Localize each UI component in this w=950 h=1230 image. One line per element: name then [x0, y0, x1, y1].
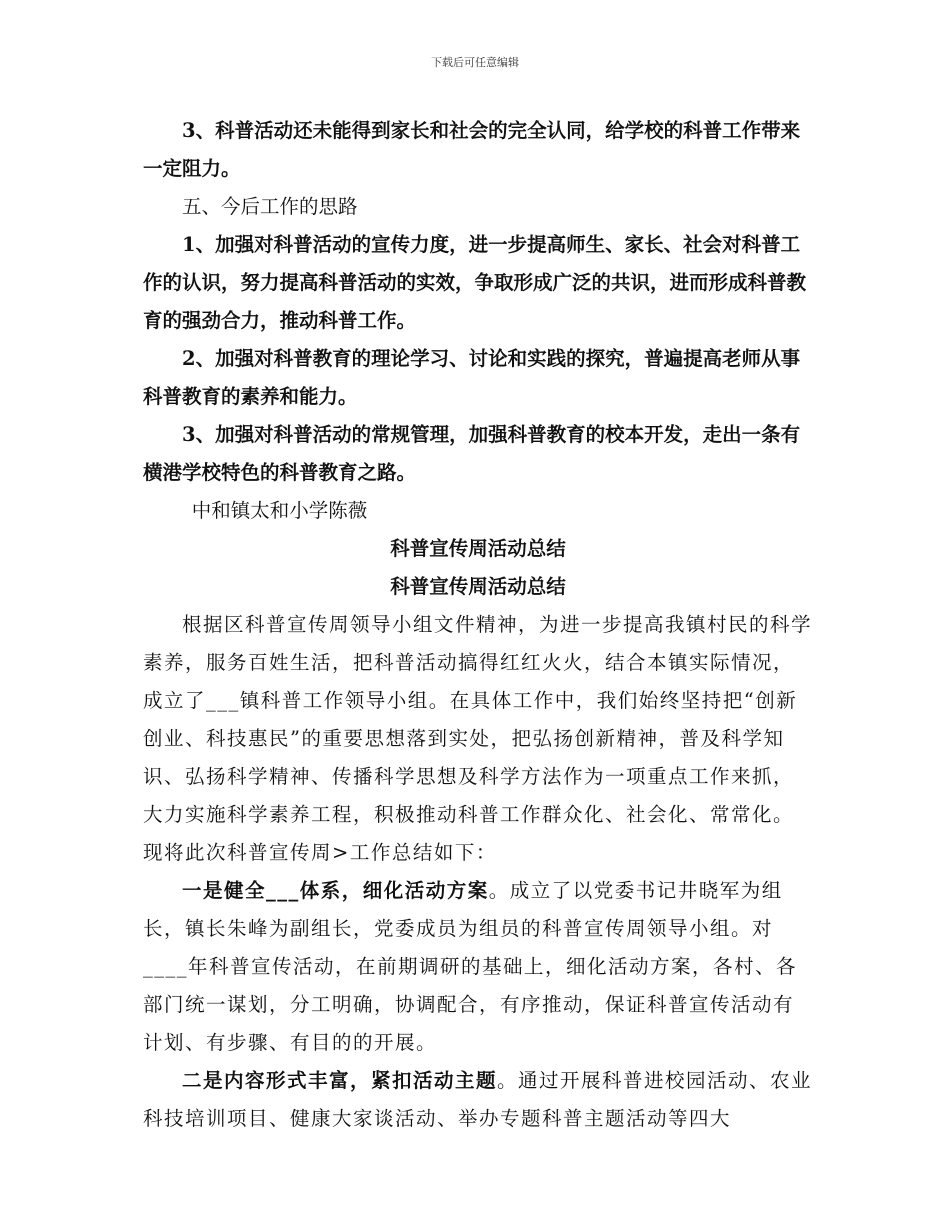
- document-title: 科普宣传周活动总结: [390, 537, 566, 560]
- point-1-body: 。成立了以党委书记井晓军为组长，镇长朱峰为副组长，党委成员为组员的科普宣传周领导小组。对____年科普宣传活动，在前期调研的基础上，细化活动方案，各村、各部门统一谋划，分工明确，协调配合，有序推动，保证科普宣传活动有计划、有步骤、有目的的开展。: [143, 879, 798, 1054]
- paragraph-plan-1: 1、加强对科普活动的宣传力度，进一步提高师生、家长、社会对科普工作的认识，努力提高科普活动的实效，争取形成广泛的共识，进而形成科普教育的强劲合力，推动科普工作。: [143, 233, 807, 332]
- paragraph-intro: 根据区科普宣传周领导小组文件精神，为进一步提高我镇村民的科学素养，服务百姓生活，把科普活动搞得红红火火，结合本镇实际情况，成立了___镇科普工作领导小组。在具体工作中，我们始终坚持把“创新创业、科技惠民”的重要思想落到实处，把弘扬创新精神，普及科学知识、弘扬科学精神、传播科学思想及科学方法作为一项重点工作来抓，大力实施科学素养工程，积极推动科普工作群众化、社会化、常常化。现将此次科普宣传周>工作总结如下：: [143, 613, 813, 864]
- paragraph-plan-2: 2、加强对科普教育的理论学习、讨论和实践的探究，普遍提高老师从事科普教育的素养和能力。: [143, 347, 801, 408]
- paragraph-point-2: [143, 1062, 813, 1138]
- section-heading-future-plans: 五、今后工作的思路: [182, 195, 358, 218]
- signature-line: 中和镇太和小学陈薇: [191, 499, 368, 522]
- page-header-note: 下载后可任意编辑: [431, 56, 519, 69]
- document-body: [143, 112, 813, 1138]
- document-subtitle: 科普宣传周活动总结: [390, 575, 566, 598]
- point-2-lead: 二是内容形式丰富，紧扣活动主题: [182, 1069, 498, 1092]
- paragraph-issue-3: 3、科普活动还未能得到家长和社会的完全认同，给学校的科普工作带来一定阻力。: [143, 119, 801, 180]
- point-2-body: 。通过开展科普进校园活动、农业科技培训项目、健康大家谈活动、举办专题科普主题活动等四大: [143, 1069, 813, 1130]
- paragraph-point-1: [143, 872, 813, 1062]
- paragraph-plan-3: 3、加强对科普活动的常规管理，加强科普教育的校本开发，走出一条有横港学校特色的科普教育之路。: [143, 423, 801, 484]
- point-1-lead: 一是健全___体系，细化活动方案: [182, 879, 489, 902]
